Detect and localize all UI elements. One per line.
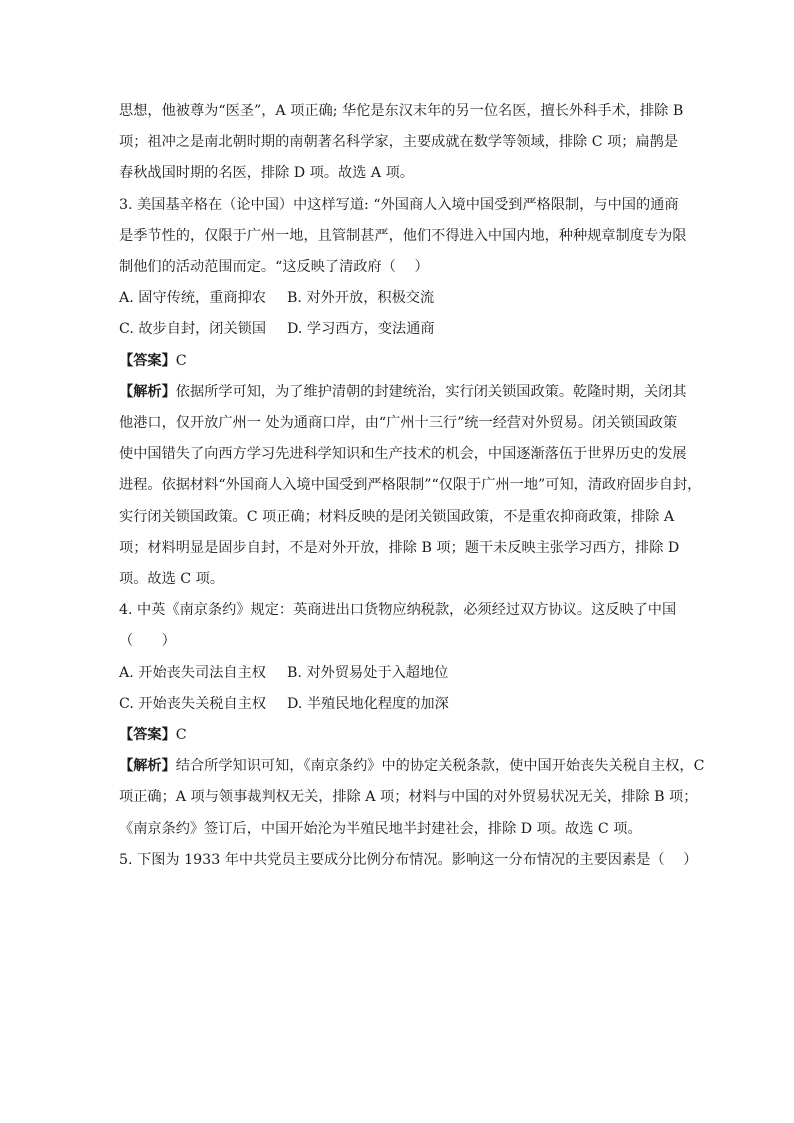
- answer-tag: 【答案】: [119, 352, 176, 369]
- answer-value: C: [175, 727, 187, 744]
- text-line: 思想，他被尊为“医圣”，A 项正确; 华佗是东汉末年的另一位名医，擅长外科手术，排除 B: [119, 103, 684, 119]
- option-a: A. 开始丧失司法自主权: [119, 664, 266, 681]
- analysis-text-line: 项；材料明显是固步自封，不是对外开放，排除 B 项；题干未反映主张学习西方，排除 D: [119, 539, 680, 556]
- analysis-line: [119, 751, 705, 782]
- option-row: [119, 689, 685, 720]
- text-line: 项；祖冲之是南北朝时期的南朝著名科学家，主要成就在数学等领域，排除 C 项；扁鹊是: [119, 134, 679, 151]
- question-5: [119, 845, 698, 876]
- analysis-text-line: 《南京条约》签订后，中国开始沦为半殖民地半封建社会，排除 D 项。故选 C 项。: [119, 820, 642, 837]
- analysis-text-line: 使中国错失了向西方学习先进科学知识和生产技术的机会，中国逐渐落伍于世界历史的发展: [119, 446, 687, 463]
- option-row: [119, 658, 685, 689]
- question-3: [119, 190, 702, 596]
- question-stem-line: （ ）: [119, 633, 176, 650]
- analysis-line: [119, 377, 685, 408]
- q2-analysis-continued: [119, 96, 685, 190]
- page-content: [119, 96, 705, 876]
- option-row: [119, 314, 685, 345]
- text-line: 春秋战国时期的名医，排除 D 项。故选 A 项。: [119, 165, 415, 182]
- question-stem-line: 4. 中英《南京条约》规定：英商进出口货物应纳税款，必须经过双方协议。这反映了中国: [119, 602, 677, 619]
- question-stem-line: 5. 下图为 1933 年中共党员主要成分比例分布情况。影响这一分布情况的主要因素是（ ）: [119, 851, 698, 868]
- analysis-text-line: 实行闭关锁国政策。C 项正确；材料反映的是闭关锁国政策，不是重农抑商政策，排除 A: [119, 508, 675, 525]
- analysis-text-line: 他港口，仅开放广州一 处为通商口岸，由“广州十三行”统一经营对外贸易。闭关锁国政策: [119, 415, 678, 432]
- question-4: [119, 595, 705, 845]
- answer-line: [119, 346, 685, 377]
- option-row: [119, 283, 685, 314]
- option-a: A. 固守传统，重商抑农: [119, 290, 266, 307]
- option-c: C. 故步自封，闭关锁国: [119, 321, 267, 338]
- analysis-text-line: 进程。依据材料“外国商人入境中国受到严格限制”“仅限于广州一地”可知，清政府固步自封，: [119, 477, 702, 494]
- analysis-text: 依据所学可知，为了维护清朝的封建统治，实行闭关锁国政策。乾隆时期，关闭其: [175, 383, 687, 400]
- question-stem-line: 制他们的活动范围而定。“这反映了清政府（ ）: [119, 259, 429, 276]
- option-d: D. 学习西方，变法通商: [287, 321, 435, 338]
- option-b: B. 对外贸易处于入超地位: [287, 664, 449, 681]
- analysis-text: 结合所学知识可知，《南京条约》中的协定关税条款，使中国开始丧失关税自主权，C: [175, 758, 705, 775]
- option-c: C. 开始丧失关税自主权: [119, 695, 267, 712]
- analysis-text-line: 项正确；A 项与领事裁判权无关，排除 A 项；材料与中国的对外贸易状况无关，排除 B 项；: [119, 789, 698, 806]
- option-d: D. 半殖民地化程度的加深: [287, 695, 449, 712]
- question-stem-line: 3. 美国基辛格在（论中国）中这样写道: “外国商人入境中国受到严格限制，与中国的通商: [119, 196, 679, 213]
- answer-tag: 【答案】: [119, 727, 176, 744]
- analysis-tag: 【解析】: [119, 383, 176, 400]
- answer-line: [119, 720, 685, 751]
- question-stem-line: 是季节性的，仅限于广州一地，且管制甚严，他们不得进入中国内地，种种规章制度专为限: [119, 227, 687, 244]
- analysis-tag: 【解析】: [119, 758, 176, 775]
- analysis-text-line: 项。故选 C 项。: [119, 571, 225, 588]
- option-b: B. 对外开放，积极交流: [287, 290, 435, 307]
- answer-value: C: [175, 352, 187, 369]
